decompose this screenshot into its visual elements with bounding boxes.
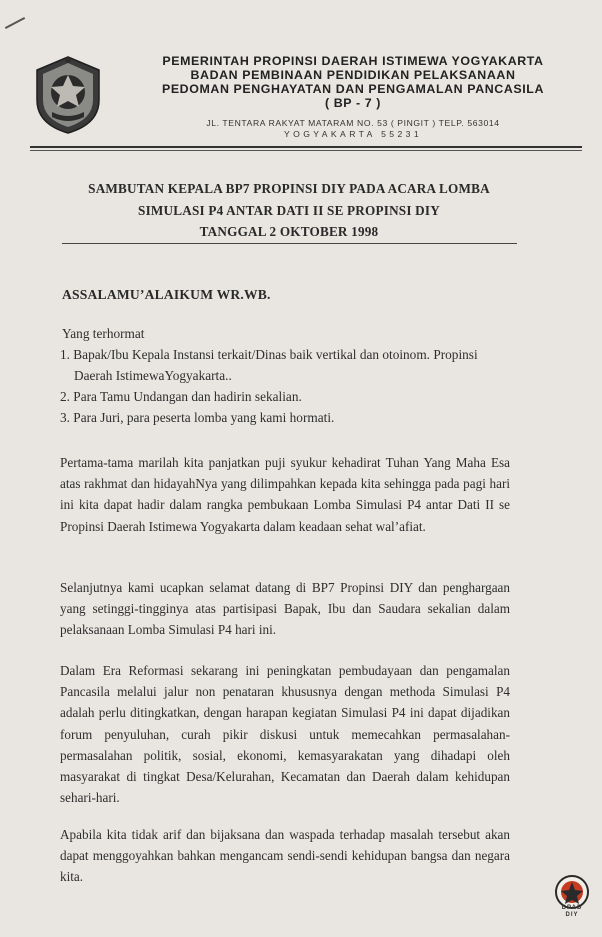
- paragraph-warning: Apabila kita tidak arif dan bijaksana dan waspada terhadap masalah tersebut akan dapat menggoyahkan bahkan mengancam sendi-sendi kehidupan bangsa dan negara kita.: [60, 827, 510, 885]
- letterhead-divider-thin: [30, 150, 582, 151]
- letterhead-program-line: PEDOMAN PENGHAYATAN DAN PENGAMALAN PANCASILA: [161, 82, 545, 96]
- letterhead-government-line: PEMERINTAH PROPINSI DAERAH ISTIMEWA YOGYAKARTA: [162, 54, 544, 68]
- speech-title-line-2: SIMULASI P4 ANTAR DATI II SE PROPINSI DIY: [138, 203, 440, 218]
- stamp-label: DPAD: [561, 905, 583, 911]
- paragraph-opening: Pertama-tama marilah kita panjatkan puji syukur kehadirat Tuhan Yang Maha Esa atas rakhmat dan hidayahNya yang dilimpahkan kepada kita sehingga pada pagi hari ini kita dapat hadir dalam rangka pembukaan Lomba Simulasi P4 antar Dati II se Propinsi Daerah Istimewa Yogyakarta dalam keadaan sehat wal’afiat.: [60, 455, 510, 534]
- paragraph-reform-era: Dalam Era Reformasi sekarang ini peningkatan pembudayaan dan pengamalan Pancasila melalui jalur non penataran khususnya dengan methoda Simulasi P4 adalah perlu ditingkatkan, dengan harapan kegiatan Simulasi P4 ini dapat dijadikan forum penyuluhan, curah pikir diskusi untuk memecahkan permasalahan-permasalahan politik, sosial, ekonomi, kemasyarakatan yang dihadapi oleh masyarakat di tingkat Desa/Kelurahan, Kecamatan dan Daerah dalam kehidupan sehari-hari.: [60, 663, 510, 806]
- pen-mark: [5, 17, 25, 29]
- speech-title-line-1: SAMBUTAN KEPALA BP7 PROPINSI DIY PADA ACARA LOMBA: [88, 181, 490, 196]
- salutation-item-1-continued: Daerah IstimewaYogyakarta..: [74, 368, 232, 383]
- stamp-label-region: DIY: [565, 912, 579, 918]
- salutation-intro: Yang terhormat: [62, 326, 145, 341]
- title-underline: [62, 243, 517, 244]
- provincial-emblem-icon: [30, 54, 106, 136]
- salutation-item-2: 2. Para Tamu Undangan dan hadirin sekalian.: [60, 389, 302, 404]
- paragraph-welcome: Selanjutnya kami ucapkan selamat datang di BP7 Propinsi DIY dan penghargaan yang setinggi-tingginya atas partisipasi Bapak, Ibu dan Saudara sekalian dalam pelaksanaan Lomba Simulasi P4 hari ini.: [60, 580, 510, 638]
- salutation-item-1: 1. Bapak/Ibu Kepala Instansi terkait/Dinas baik vertikal dan otoinom. Propinsi: [60, 347, 478, 362]
- letterhead-city: YOGYAKARTA 55231: [284, 129, 422, 139]
- letterhead-agency-line: BADAN PEMBINAAN PENDIDIKAN PELAKSANAAN: [190, 68, 516, 82]
- speech-date: TANGGAL 2 OKTOBER 1998: [199, 224, 379, 239]
- salutation-item-3: 3. Para Juri, para peserta lomba yang kami hormati.: [60, 410, 335, 425]
- letterhead-divider: [30, 146, 582, 148]
- letterhead-address: JL. TENTARA RAKYAT MATARAM NO. 53 ( PINGIT ) TELP. 563014: [206, 118, 500, 128]
- letterhead-abbreviation: ( BP - 7 ): [324, 96, 382, 110]
- greeting: ASSALAMU’ALAIKUM WR.WB.: [62, 287, 271, 302]
